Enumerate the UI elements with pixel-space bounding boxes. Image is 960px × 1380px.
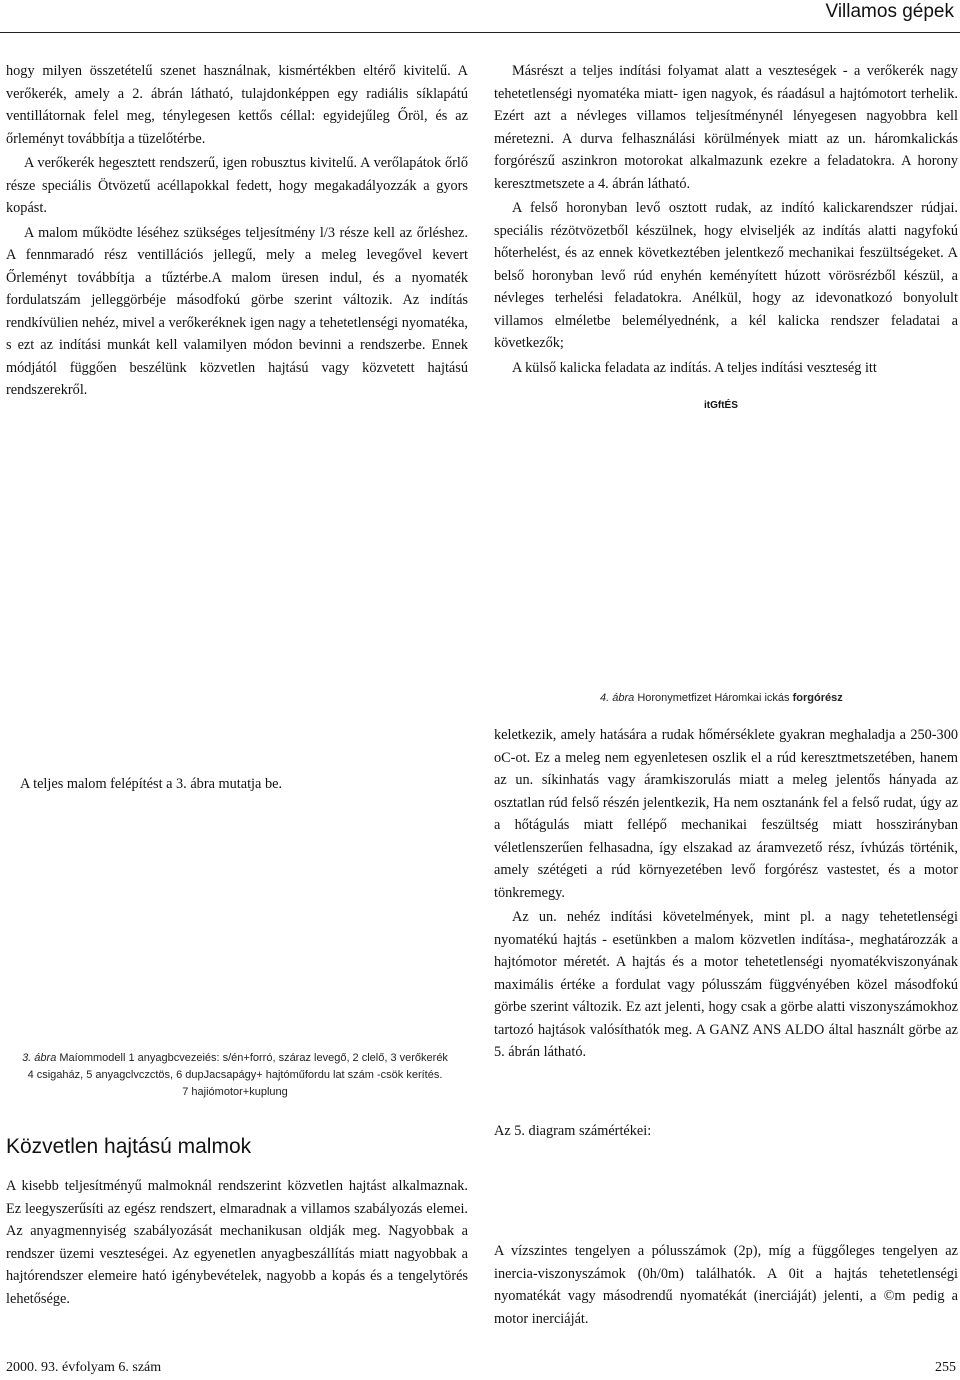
figure-4-label: itGftÉS: [704, 400, 738, 411]
left-column-top: [6, 60, 468, 404]
caption-line: 7 hajiómotor+kuplung: [182, 1086, 288, 1098]
caption-line: 4 csigaház, 5 anyagclvczctös, 6 dupJacsapágy+ hajtóműfordu lat szám -csök kerítés.: [27, 1069, 443, 1081]
malom-text: A teljes malom felépítést a 3. ábra mutatja be.: [20, 776, 283, 792]
caption-number: 4. ábra: [600, 692, 635, 704]
paragraph: A felső horonyban levő osztott rudak, az indító kalickarendszer rúdjai. speciális rézötvözetből készülnek, hogy elviseljék az indítás alatti nagyfokú hőterhelést, és az ennek következtében jelentkező mechanikai feszültségeket. A belső horonyban levő rúd enyhén keményített húzott vörösrézből készül, a névleges terhelési feladatokra. Anélkül, hogy az idevonatkozó bonyolult villamos elméletbe belemélyednénk, a kél kalicka rendszer feladatai a következők;: [494, 200, 958, 351]
paragraph: keletkezik, amely hatására a rudak hőmérséklete gyakran meghaladja a 250-300 oC-ot. Ez a meleg nem egyenletesen oszlik el a rúd keresztmetszetében, hanem az un. síkinhatás vagy áramkiszorulás miatt a meleg jelentős hányada az osztatlan rúd felső részén jelentkezik, Ha nem osztanánk fel a felső rudat, úgy az a hőtágulás miatt fellépő mechanikai feszültség miatt hosszirányban véletlenszerűen felhasadna, így elszakad az áramvezető rész, ívhúzás történik, amely szétégeti a rúd környezetében levő forgórész vastestet, és a motor tönkremegy.: [494, 727, 958, 901]
page-number: 255: [935, 1360, 956, 1375]
axis-description-text: A vízszintes tengelyen a pólusszámok (2p), míg a függőleges tengelyen az inercia-viszonyszámok (0h/0m) találhatók. A 0it a hajtás tehetetlenségi nyomatékát vagy másodrendű nyomatékát (inerciáját) jelenti, a ©m pedig a motor inerciáját.: [494, 1243, 958, 1327]
footer-issue: 2000. 93. évfolyam 6. szám: [6, 1360, 162, 1375]
caption-number: 3. ábra: [22, 1052, 57, 1064]
paragraph: Másrészt a teljes indítási folyamat alatt a veszteségek - a verőkerék nagy tehetetlenségi nyomatéka miatt- igen nagyok, és ráadásul a hajtómotort terhelik. Ezért azt a névleges villamos teljesítménynél lényegesen nagyobbra kell méretezni. A durva felhasználási körülmények miatt az un. háromkalickás forgórészű aszinkron motorokat alkalmazunk ezekre a feladatokra. A horony keresztmetszete a 4. ábrán látható.: [494, 63, 958, 192]
paragraph: Az un. nehéz indítási követelmények, mint pl. a nagy tehetetlenségi nyomatékú hajtás - esetünkben a malom közvetlen indítása-, meghatározzák a hajtómotor méretét. A hajtás és a motor tehetetlenségi nyomatékviszonyának maximális értéke a fordulat vagy pólusszám függvényében közel másodfokú görbe szerint változik. Ez azt jelenti, hogy csak a görbe alatti viszonyszámokhoz tartozó hajtások valósíthatók meg. A GANZ ANS ALDO által használt görbe az 5. ábrán látható.: [494, 909, 958, 1060]
diagram-values-text: Az 5. diagram számértékei:: [494, 1123, 652, 1139]
paragraph: hogy milyen összetételű szenet használnak, kismértékben eltérő kivitelű. A verőkerék, amely a 2. ábrán látható, tulajdonképpen egy radiális síklapátú ventillátornak felel meg, ténylegesen kettős céllal: egyidejűleg Őröl, és az őrleményt továbbítja a tüzelőtérbe.: [6, 63, 468, 147]
figure-4-caption: [600, 692, 843, 704]
caption-text: Horonymetfizet Háromkai ickás: [637, 692, 790, 704]
journal-section-title: Villamos gépek: [825, 1, 954, 22]
right-column-bottom: [494, 724, 958, 1066]
paragraph: A malom működte léséhez szükséges teljesítmény l/3 része kell az őrléshez. A fennmaradó rész ventillációs jellegű, mely a meleg levegővel kevert Őrleményt továbbítja a tűztérbe.A malom üresen indul, és a nyomaték fordulatszám jelleggörbéje másodfokú görbe szerint változik. Az indítás rendkívülien nehéz, mivel a verőkeréknek igen nagy a tehetetlenségi nyomatéka, s ezt az indítási munkát kell valamilyen módon bevinni a rendszerbe. Ennek módjától függően beszélünk közvetlen hajtású vagy közvetett hajtású rendszerekről.: [6, 224, 468, 398]
paragraph: A külső kalicka feladata az indítás. A teljes indítási veszteség itt: [512, 359, 877, 376]
paragraph: A verőkerék hegesztett rendszerű, igen robusztus kivitelű. A verőlapátok őrlő része speciális Ötvözetű acéllapokkal fedett, hogy megakadályozzák a gyors kopást.: [6, 155, 468, 216]
paragraph: A kisebb teljesítményű malmoknál rendszerint közvetlen hajtást alkalmaznak. Ez leegyszerűsíti az egész rendszert, elmaradnak a villamos szabályozás elemei. Az anyagmennyiség szabályozását mechanikusan oldják meg. Nagyobbak a rendszer üzemi veszteségei. Az egyenetlen anyagbeszállítás miatt nagyobbak a hajtórendszer elemeire ható igénybevételek, nagyobb a kopás és a tengelytörés lehetősége.: [6, 1178, 468, 1307]
section-title: Közvetlen hajtású malmok: [6, 1135, 252, 1158]
right-column-top: [494, 60, 958, 381]
page-header: [0, 0, 960, 33]
figure-3-caption: [0, 1050, 470, 1101]
caption-line: Maíommodell 1 anyagbcvezeiés: s/én+forró, száraz levegő, 2 clelő, 3 verőkerék: [59, 1052, 448, 1064]
left-column-bottom: [6, 1175, 468, 1312]
caption-bold: forgórész: [792, 692, 843, 704]
